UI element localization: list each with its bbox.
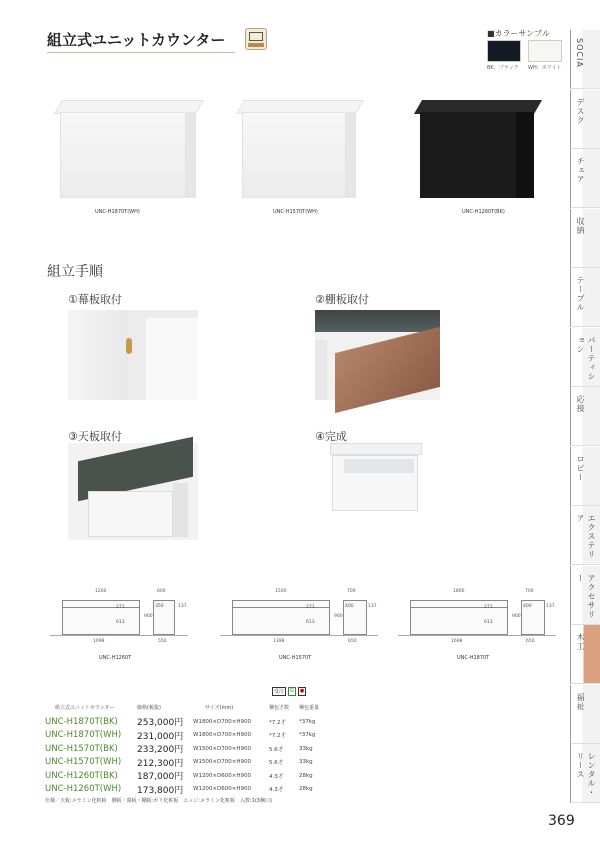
green-mark-icon: G [290, 688, 294, 694]
dim-inner-width: 1398 [273, 639, 285, 644]
packing-cell: 4.3才 [269, 787, 284, 794]
dim-thickness: 137 [178, 604, 187, 609]
floor-line [220, 635, 378, 636]
packing-cell: *7.2才 [269, 719, 286, 726]
sidebar-tab[interactable] [570, 506, 600, 565]
dim-height: 900 [144, 614, 153, 619]
model-cell: UNC-H1260T(WH) [45, 784, 122, 795]
dim-depth: 700 [347, 589, 356, 594]
photo-label: UNC-H1870T(WH) [95, 209, 140, 215]
weight-cell: *37kg [299, 732, 316, 739]
dim-lower: 613 [116, 620, 125, 625]
dim-height: 900 [334, 614, 343, 619]
dim-inner-width: 1098 [93, 639, 105, 644]
dim-thickness: 137 [368, 604, 377, 609]
size-cell: W1200×D600×H900 [193, 786, 252, 793]
weight-cell: 28kg [299, 786, 313, 793]
sidebar-tab[interactable] [570, 625, 600, 684]
weight-cell: *37kg [299, 718, 316, 725]
sidebar-tab[interactable] [570, 447, 600, 506]
made-to-order-mark: 受注 [274, 689, 285, 695]
price-table [45, 702, 327, 796]
swatch-white [528, 40, 562, 62]
price-cell: 233,200円 [137, 745, 184, 756]
sidebar-tab-label: SOCIA [575, 38, 584, 68]
page-number: 369 [548, 813, 575, 829]
photo-unc-h1870t-wh [58, 100, 200, 200]
front-top-panel [62, 600, 140, 608]
sidebar-tab[interactable] [570, 685, 600, 744]
dim-width: 1200 [95, 589, 107, 594]
step-3-label: ③天板取付 [68, 430, 122, 443]
col-weight: 梱包重量 [299, 705, 320, 711]
table-row [45, 783, 327, 797]
dim-inner-depth: 650 [526, 639, 535, 644]
dim-shelf: 400 [345, 604, 354, 609]
weight-cell: 28kg [299, 772, 313, 779]
dim-height: 900 [512, 614, 521, 619]
diagram-name: UNC-H1870T [457, 655, 490, 661]
table-header-row [45, 702, 327, 715]
certification-marks [272, 687, 306, 696]
sidebar-tab-label: デスク [576, 97, 585, 125]
sidebar-tab-label: パーティション [576, 335, 596, 381]
col-price: 価格(税抜) [137, 705, 161, 711]
model-cell: UNC-H1570T(BK) [45, 743, 118, 754]
table-row [45, 742, 327, 756]
sidebar-tab-label: ロビー [576, 454, 585, 482]
size-cell: W1800×D700×H900 [193, 732, 252, 739]
packing-cell: *7.2才 [269, 733, 286, 740]
dim-top: 271 [116, 605, 125, 610]
dim-width: 1800 [453, 589, 465, 594]
col-packing: 梱包才数 [269, 705, 290, 711]
table-row [45, 769, 327, 783]
price-cell: 187,000円 [137, 772, 184, 783]
assembly-heading: 組立手順 [47, 264, 103, 280]
model-cell: UNC-H1870T(WH) [45, 730, 122, 741]
dim-shelf: 350 [155, 604, 164, 609]
sidebar-tab[interactable] [570, 744, 600, 803]
dim-inner-width: 1698 [451, 639, 463, 644]
photo-unc-h1570t-wh [240, 100, 362, 200]
sidebar-tab[interactable] [570, 387, 600, 446]
sidebar-tab[interactable] [570, 90, 600, 149]
step-4-photo [330, 443, 422, 511]
sidebar-tab[interactable] [570, 268, 600, 327]
model-cell: UNC-H1570T(WH) [45, 757, 122, 768]
step-1-label: ①幕板取付 [68, 293, 122, 306]
dim-width: 1500 [275, 589, 287, 594]
color-sample-label: ■カラーサンプル [487, 29, 550, 38]
dim-lower: 613 [484, 620, 493, 625]
sidebar-tab-label: 応接 [576, 395, 585, 413]
dim-lower: 613 [306, 620, 315, 625]
sidebar-tab-label: エクステリア [576, 514, 596, 559]
col-size: サイズ(mm) [205, 705, 234, 711]
packing-cell: 5.6才 [269, 760, 284, 767]
col-model: 組立式ユニットカウンター [55, 705, 115, 711]
diagram-name: UNC-H1260T [99, 655, 132, 661]
sidebar-tab-label: アクセサリー [576, 573, 596, 619]
price-cell: 173,800円 [137, 785, 184, 796]
page-title: 組立式ユニットカウンター [47, 31, 226, 49]
front-top-panel [232, 600, 330, 608]
sidebar-tab-label: 木工 [576, 633, 585, 651]
size-cell: W1500×D700×H900 [193, 759, 252, 766]
dim-top: 271 [306, 605, 315, 610]
floor-line [50, 635, 188, 636]
dim-top: 271 [484, 605, 493, 610]
swatch-black [487, 40, 521, 62]
model-cell: UNC-H1870T(BK) [45, 716, 118, 727]
step-3-photo [68, 443, 198, 540]
sidebar-tab[interactable] [570, 566, 600, 625]
photo-label: UNC-H1260T(BK) [462, 209, 505, 215]
dim-inner-depth: 550 [158, 639, 167, 644]
table-row [45, 715, 327, 729]
dim-thickness: 137 [546, 604, 555, 609]
sidebar-tab[interactable] [570, 209, 600, 268]
photo-unc-h1260t-bk [412, 100, 542, 200]
step-2-photo [315, 310, 440, 400]
sidebar-tab-label: チェア [576, 157, 585, 184]
diagram-name: UNC-H1570T [279, 655, 312, 661]
sidebar-tab-label: 収納 [576, 216, 585, 235]
dim-shelf: 400 [523, 604, 532, 609]
weight-cell: 33kg [299, 759, 313, 766]
table-row [45, 729, 327, 743]
weight-cell: 33kg [299, 745, 313, 752]
sidebar-tab[interactable] [570, 149, 600, 208]
price-cell: 231,000円 [137, 731, 184, 742]
size-cell: W1200×D600×H900 [193, 772, 252, 779]
price-cell: 212,300円 [137, 758, 184, 769]
swatch-white-caption: WH：ホワイト [528, 65, 562, 71]
swatch-black-caption: BK：ブラック [487, 65, 519, 71]
photo-label: UNC-H1570T(WH) [273, 209, 318, 215]
dim-depth: 600 [157, 589, 166, 594]
table-row [45, 756, 327, 770]
title-underline [47, 52, 235, 53]
sidebar-tab[interactable] [570, 30, 600, 89]
step-2-label: ②棚板取付 [315, 293, 369, 306]
model-cell: UNC-H1260T(BK) [45, 770, 118, 781]
sidebar-tab[interactable] [570, 328, 600, 387]
sidebar-tab-label: レンタル・リース [576, 752, 596, 797]
spec-footnote: 仕様／天板:メラミン化粧板 側板・幕板・棚板:ポリ化粧板 エッジ:メラミン化粧板 入数:1(3梱口) [45, 798, 272, 804]
packing-cell: 5.6才 [269, 746, 284, 753]
floor-line [398, 635, 556, 636]
size-cell: W1800×D700×H900 [193, 718, 252, 725]
dim-depth: 700 [525, 589, 534, 594]
sidebar-tab-label: 福祉 [576, 692, 585, 711]
step-1-photo [68, 310, 198, 400]
step-4-label: ④完成 [315, 430, 347, 443]
dim-inner-depth: 650 [348, 639, 357, 644]
size-cell: W1500×D700×H900 [193, 745, 252, 752]
sidebar-tab-label: テーブル [576, 276, 585, 312]
packing-cell: 4.3才 [269, 773, 284, 780]
front-top-panel [410, 600, 508, 608]
japan-flag-icon: ● [299, 688, 305, 694]
price-cell: 253,000円 [137, 718, 184, 729]
assembly-required-icon [245, 28, 267, 50]
